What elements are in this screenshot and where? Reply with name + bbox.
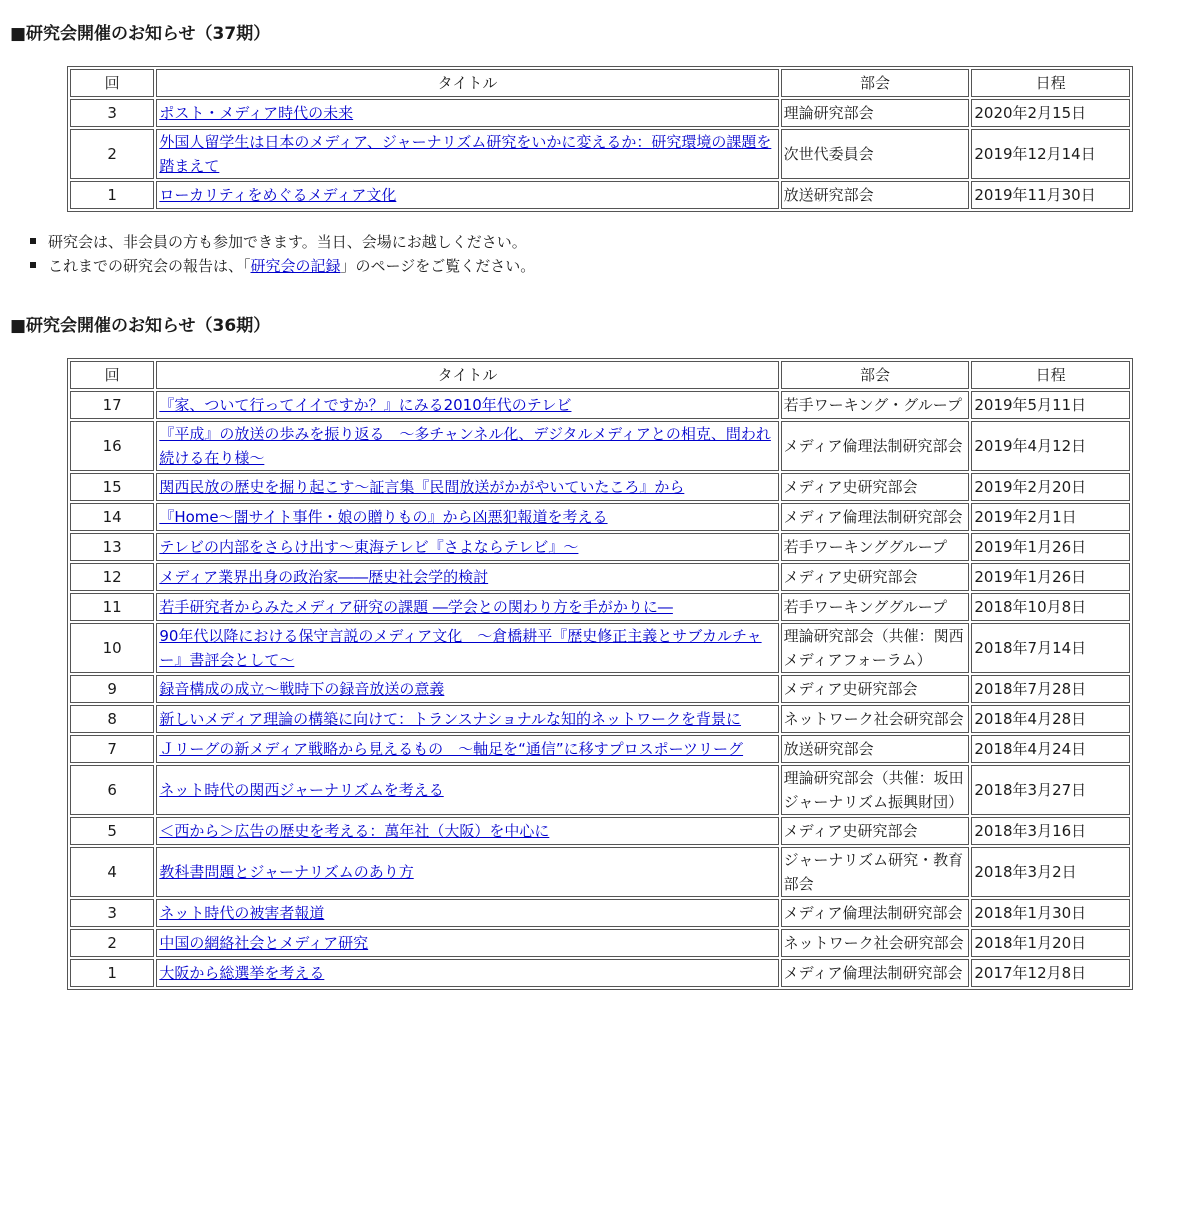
row-department: 理論研究部会（共催：坂田ジャーナリズム振興財団） — [781, 765, 970, 815]
row-number: 9 — [70, 675, 154, 703]
row-number: 6 — [70, 765, 154, 815]
table-row — [70, 623, 1130, 673]
bullet-square-icon — [30, 238, 36, 244]
header-date: 日程 — [971, 69, 1130, 97]
row-department: 次世代委員会 — [781, 129, 970, 179]
header-date: 日程 — [971, 361, 1130, 389]
row-number: 8 — [70, 705, 154, 733]
row-department: ネットワーク社会研究部会 — [781, 705, 970, 733]
row-date: 2020年2月15日 — [971, 99, 1130, 127]
row-department: メディア倫理法制研究部会 — [781, 959, 970, 987]
row-title-cell — [156, 181, 778, 209]
row-title-cell — [156, 129, 778, 179]
row-number: 13 — [70, 533, 154, 561]
row-date: 2019年2月20日 — [971, 473, 1130, 501]
row-date: 2019年1月26日 — [971, 563, 1130, 591]
row-date: 2019年12月14日 — [971, 129, 1130, 179]
row-date: 2018年3月2日 — [971, 847, 1130, 897]
row-number: 5 — [70, 817, 154, 845]
row-date: 2019年4月12日 — [971, 421, 1130, 471]
event-title-link[interactable]: テレビの内部をさらけ出す～東海テレビ『さよならテレビ』～ — [159, 538, 579, 556]
table-row — [70, 899, 1130, 927]
header-department: 部会 — [781, 361, 970, 389]
row-department: ジャーナリズム研究・教育部会 — [781, 847, 970, 897]
row-department: メディア倫理法制研究部会 — [781, 899, 970, 927]
row-department: 若手ワーキンググループ — [781, 593, 970, 621]
row-title-cell — [156, 473, 778, 501]
row-number: 7 — [70, 735, 154, 763]
row-date: 2019年1月26日 — [971, 533, 1130, 561]
row-number: 12 — [70, 563, 154, 591]
row-date: 2018年4月24日 — [971, 735, 1130, 763]
note-text: 研究会は、非会員の方も参加できます。当日、会場にお越しください。 — [48, 233, 527, 251]
row-department: メディア史研究部会 — [781, 473, 970, 501]
event-title-link[interactable]: ＜西から＞広告の歴史を考える：萬年社（大阪）を中心に — [159, 822, 550, 840]
event-title-link[interactable]: 関西民放の歴史を掘り起こす～証言集『民間放送がかがやいていたころ』から — [159, 478, 685, 496]
table-row — [70, 675, 1130, 703]
table-row — [70, 563, 1130, 591]
row-date: 2019年5月11日 — [971, 391, 1130, 419]
row-date: 2018年7月28日 — [971, 675, 1130, 703]
row-date: 2018年1月20日 — [971, 929, 1130, 957]
row-title-cell — [156, 391, 778, 419]
table-row — [70, 735, 1130, 763]
row-date: 2018年3月16日 — [971, 817, 1130, 845]
table-row — [70, 929, 1130, 957]
table-row — [70, 181, 1130, 209]
table-row — [70, 817, 1130, 845]
row-number: 10 — [70, 623, 154, 673]
event-title-link[interactable]: 教科書問題とジャーナリズムのあり方 — [159, 863, 414, 881]
table-header-row — [70, 361, 1130, 389]
table-row — [70, 705, 1130, 733]
table-body — [70, 99, 1130, 209]
row-number: 4 — [70, 847, 154, 897]
row-number: 1 — [70, 181, 154, 209]
row-number: 3 — [70, 899, 154, 927]
row-date: 2018年10月8日 — [971, 593, 1130, 621]
event-title-link[interactable]: 大阪から総選挙を考える — [159, 964, 325, 982]
row-department: 理論研究部会 — [781, 99, 970, 127]
row-number: 3 — [70, 99, 154, 127]
note-text-before: これまでの研究会の報告は、「 — [48, 257, 251, 275]
row-date: 2018年7月14日 — [971, 623, 1130, 673]
row-department: 放送研究部会 — [781, 181, 970, 209]
row-department: ネットワーク社会研究部会 — [781, 929, 970, 957]
row-title-cell — [156, 899, 778, 927]
row-number: 2 — [70, 129, 154, 179]
event-title-link[interactable]: 録音構成の成立～戦時下の録音放送の意義 — [159, 680, 445, 698]
event-title-link[interactable]: ポスト・メディア時代の未来 — [159, 104, 354, 122]
table-row — [70, 593, 1130, 621]
event-title-link[interactable]: メディア業界出身の政治家――歴史社会学的検討 — [159, 568, 489, 586]
header-number: 回 — [70, 69, 154, 97]
table-body — [70, 391, 1130, 987]
section-37-heading: ■研究会開催のお知らせ（37期） — [10, 24, 271, 44]
row-number: 11 — [70, 593, 154, 621]
events-table-37 — [67, 66, 1133, 212]
header-number: 回 — [70, 361, 154, 389]
table-row — [70, 533, 1130, 561]
row-date: 2018年1月30日 — [971, 899, 1130, 927]
row-department: 理論研究部会（共催：関西メディアフォーラム） — [781, 623, 970, 673]
row-date: 2018年4月28日 — [971, 705, 1130, 733]
row-title-cell — [156, 421, 778, 471]
note-item — [28, 254, 1190, 278]
row-date: 2019年11月30日 — [971, 181, 1130, 209]
row-title-cell — [156, 959, 778, 987]
event-title-link[interactable]: Ｊリーグの新メディア戦略から見えるもの ～軸足を“通信”に移すプロスポーツリーグ — [159, 740, 744, 758]
row-department: メディア史研究部会 — [781, 817, 970, 845]
row-title-cell — [156, 929, 778, 957]
records-page-link[interactable]: 研究会の記録 — [250, 257, 341, 275]
row-date: 2018年3月27日 — [971, 765, 1130, 815]
row-title-cell — [156, 503, 778, 531]
row-title-cell — [156, 99, 778, 127]
header-title: タイトル — [156, 69, 778, 97]
events-table-36 — [67, 358, 1133, 990]
row-date: 2017年12月8日 — [971, 959, 1130, 987]
header-title: タイトル — [156, 361, 778, 389]
row-number: 15 — [70, 473, 154, 501]
event-title-link[interactable]: ネット時代の被害者報道 — [159, 904, 325, 922]
row-number: 17 — [70, 391, 154, 419]
row-department: 若手ワーキング・グループ — [781, 391, 970, 419]
row-number: 1 — [70, 959, 154, 987]
row-number: 16 — [70, 421, 154, 471]
table-row — [70, 503, 1130, 531]
row-title-cell — [156, 817, 778, 845]
row-department: メディア史研究部会 — [781, 675, 970, 703]
table-row — [70, 129, 1130, 179]
row-title-cell — [156, 765, 778, 815]
note-text-after: 」のページをご覧ください。 — [340, 257, 536, 275]
event-title-link[interactable]: 『Home～闇サイト事件・娘の贈りもの』から凶悪犯報道を考える — [159, 508, 608, 526]
event-title-link[interactable]: 中国の網絡社会とメディア研究 — [159, 934, 369, 952]
row-department: メディア倫理法制研究部会 — [781, 503, 970, 531]
row-title-cell — [156, 563, 778, 591]
row-number: 14 — [70, 503, 154, 531]
event-title-link[interactable]: 『家、ついて行ってイイですか？』にみる2010年代のテレビ — [159, 396, 572, 414]
row-title-cell — [156, 675, 778, 703]
event-title-link[interactable]: 外国人留学生は日本のメディア、ジャーナリズム研究をいかに変えるか：研究環境の課題を踏まえて — [159, 133, 772, 175]
row-department: 放送研究部会 — [781, 735, 970, 763]
row-department: メディア倫理法制研究部会 — [781, 421, 970, 471]
row-title-cell — [156, 847, 778, 897]
row-date: 2019年2月1日 — [971, 503, 1130, 531]
row-title-cell — [156, 593, 778, 621]
row-title-cell — [156, 623, 778, 673]
event-title-link[interactable]: 90年代以降における保守言説のメディア文化 ～倉橋耕平『歴史修正主義とサブカルチャー』書評会として～ — [159, 627, 762, 669]
table-row — [70, 391, 1130, 419]
event-title-link[interactable]: 新しいメディア理論の構築に向けて：トランスナショナルな知的ネットワークを背景に — [159, 710, 742, 728]
row-title-cell — [156, 533, 778, 561]
row-title-cell — [156, 735, 778, 763]
row-department: メディア史研究部会 — [781, 563, 970, 591]
table-row — [70, 765, 1130, 815]
row-title-cell — [156, 705, 778, 733]
bullet-square-icon — [30, 262, 36, 268]
table-row — [70, 99, 1130, 127]
table-row — [70, 959, 1130, 987]
note-item — [28, 230, 1190, 254]
event-title-link[interactable]: ローカリティをめぐるメディア文化 — [159, 186, 397, 204]
table-row — [70, 473, 1130, 501]
event-title-link[interactable]: 『平成』の放送の歩みを振り返る ～多チャンネル化、デジタルメディアとの相克、問われ続ける在り様～ — [159, 425, 771, 467]
row-department: 若手ワーキンググループ — [781, 533, 970, 561]
event-title-link[interactable]: ネット時代の関西ジャーナリズムを考える — [159, 781, 444, 799]
header-department: 部会 — [781, 69, 970, 97]
section-36-heading: ■研究会開催のお知らせ（36期） — [10, 316, 271, 336]
event-title-link[interactable]: 若手研究者からみたメディア研究の課題 ―学会との関わり方を手がかりに― — [159, 598, 673, 616]
notes-list — [28, 230, 1190, 278]
row-number: 2 — [70, 929, 154, 957]
table-row — [70, 421, 1130, 471]
table-row — [70, 847, 1130, 897]
table-header-row — [70, 69, 1130, 97]
